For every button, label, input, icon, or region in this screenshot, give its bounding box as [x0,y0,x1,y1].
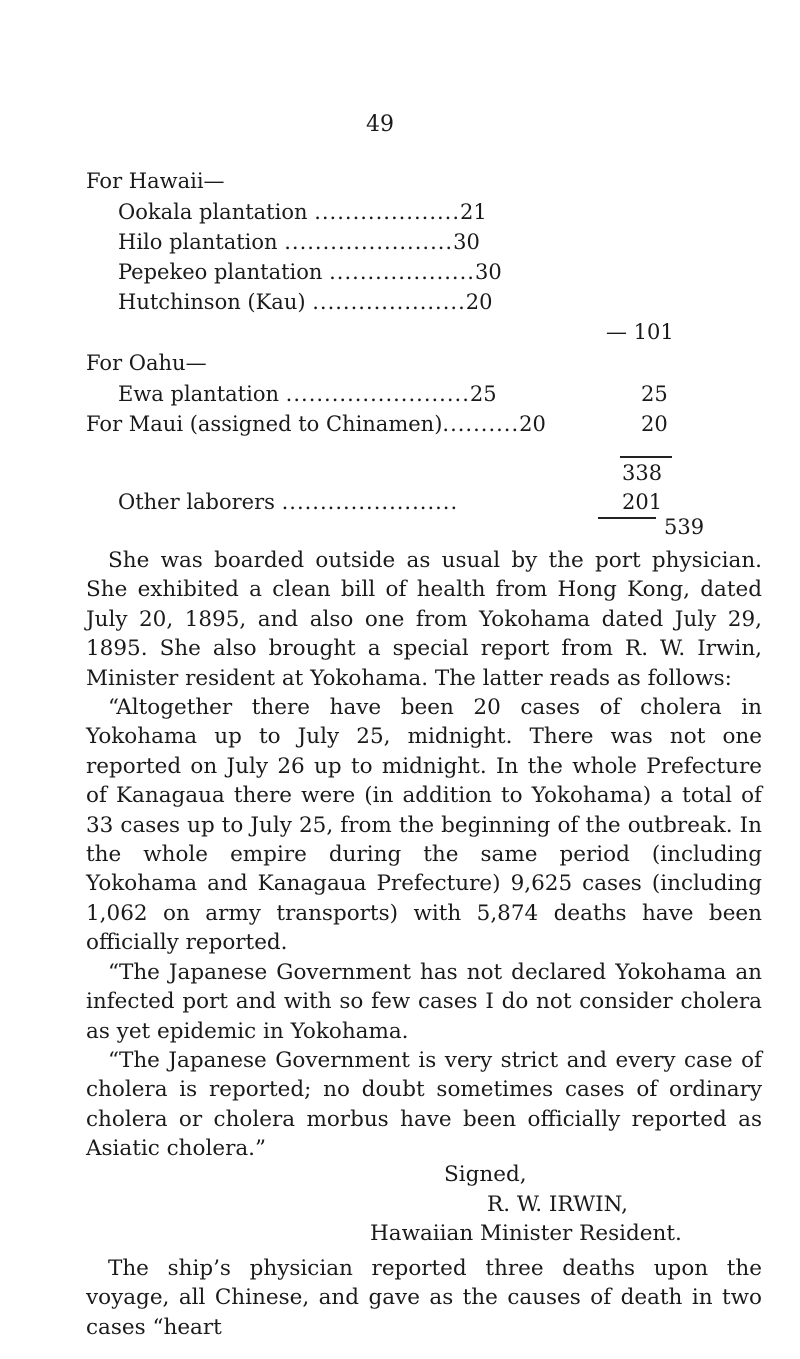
row-total: 25 [641,382,668,406]
hawaii-subtotal: — 101 [606,320,674,344]
oahu-heading: For Oahu— [86,351,207,375]
leader-dots: ........................ [285,382,470,406]
final-paragraph [86,1254,762,1342]
table-row [86,411,546,437]
table-row [118,289,492,315]
leader-dots: ....................... [281,490,459,514]
leader-dots: ...................... [284,230,454,254]
row-value: 20 [519,412,546,436]
table-row [118,381,497,407]
hawaii-heading: For Hawaii— [86,169,225,193]
leader-dots: ................... [329,260,475,284]
signature-title: Hawaiian Minister Resident. [370,1221,682,1246]
paragraph: She was boarded outside as usual by the port physician. She exhibited a clean bill of health from Hong Kong, dated July 20, 1895, and also one from Yokohama dated July 29, 1895. She also brought a special report from R. W. Irwin, Minister resident at Yokohama. The latter reads as follows: [86,548,762,691]
row-label: Ookala plantation [118,200,315,224]
page-number: 49 [366,112,394,137]
row-label: Pepekeo plantation [118,260,330,284]
row-label: Ewa plantation [118,382,286,406]
row-value: 25 [469,382,497,406]
row-label: Other laborers [118,490,282,514]
row-label: Hutchinson (Kau) [118,290,313,314]
row-label: Hilo plantation [118,230,285,254]
table-row [118,259,502,285]
leader-dots: ................... [314,200,461,224]
row-value: 21 [460,200,487,224]
sum-rule [620,456,672,458]
grand-total: 539 [664,515,705,539]
signed-label: Signed, [444,1162,527,1187]
chinese-total: 338 [622,461,663,485]
row-value: 20 [465,290,493,314]
paragraph: “Altogether there have been 20 cases of cholera in Yokohama up to July 25, midnight. There was not one reported on July 26 up to midnight. In the whole Prefecture of Kanagaua there were (in addition to Yokohama) a total of 33 cases up to July 25, from the beginning of the outbreak. In the whole empire during the same period (including Yokohama and Kanagaua Prefecture) 9,625 cases (including 1,062 on army transports) with 5,874 deaths have been officially reported. [86,695,762,956]
total-rule [598,517,656,519]
paragraph: “The Japanese Government is very strict and every case of cholera is reported; no doubt sometimes cases of ordinary cholera or cholera morbus have been officially reported as Asiatic cholera.” [86,1047,762,1162]
row-value: 30 [474,260,502,284]
table-row [118,229,480,255]
signature-name: R. W. IRWIN, [487,1192,628,1217]
other-laborers-value: 201 [622,490,663,514]
leader-dots: .................... [312,290,466,314]
paragraph: The ship’s physician reported three deaths upon the voyage, all Chinese, and gave as the causes of death in two cases “heart [86,1256,762,1340]
body-text [86,546,762,1164]
row-value: 30 [453,230,480,254]
row-total: 20 [641,412,668,436]
table-row [118,199,487,225]
row-label: For Maui (assigned to Chinamen) [86,412,443,436]
paragraph: “The Japanese Government has not declared Yokohama an infected port and with so few cases I do not consider cholera as yet epidemic in Yokohama. [86,959,762,1044]
leader-dots: .......... [442,412,520,436]
table-row [118,489,458,515]
